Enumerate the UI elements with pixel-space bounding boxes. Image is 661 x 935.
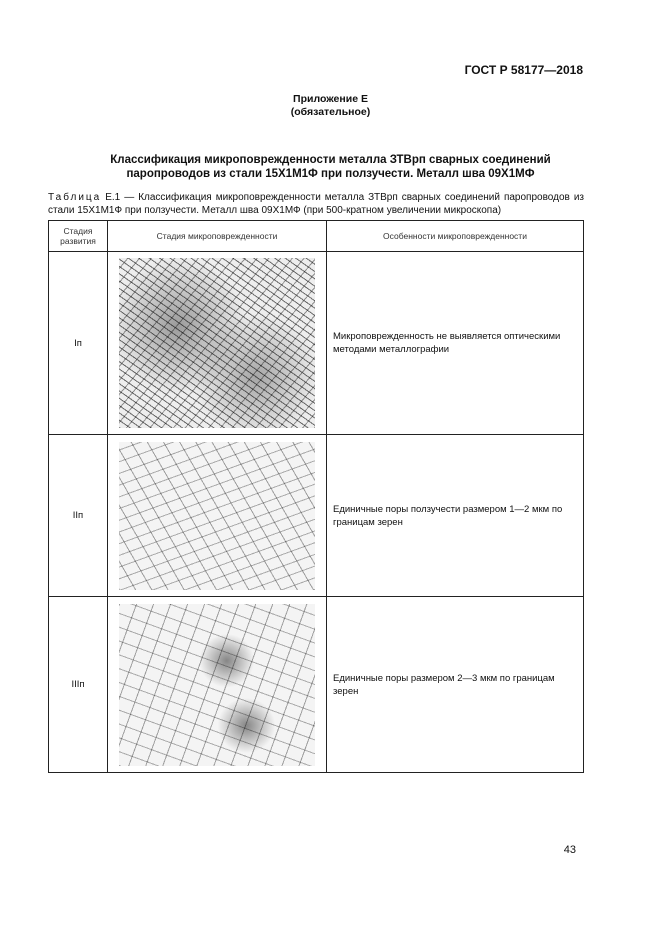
caption-label: Таблица bbox=[48, 192, 102, 203]
page-number: 43 bbox=[563, 844, 576, 856]
classification-table bbox=[48, 220, 584, 773]
table-row bbox=[49, 252, 584, 435]
table-row bbox=[49, 597, 584, 773]
table-header-row bbox=[49, 221, 584, 252]
description-cell: Микроповрежденность не выявляется оптическими методами металлографии bbox=[327, 252, 584, 435]
micrograph-image bbox=[119, 258, 315, 428]
annex-status: (обязательное) bbox=[290, 106, 371, 118]
caption-text: Е.1 — Классификация микроповрежденности металла ЗТВрп сварных соединений паропроводов из стали 15Х1М1Ф при ползучести. Металл шва 09Х1МФ (при 500-кратном увеличении микроскопа) bbox=[48, 192, 584, 216]
header-features: Особенности микроповрежденности bbox=[327, 221, 584, 252]
header-micrograph: Стадия микроповрежденности bbox=[108, 221, 327, 252]
annex-title: Приложение Е bbox=[293, 93, 368, 105]
micrograph-image bbox=[119, 604, 315, 766]
section-title bbox=[60, 153, 601, 181]
stage-cell: Iп bbox=[49, 252, 108, 435]
micrograph-cell bbox=[108, 435, 327, 597]
description-cell: Единичные поры размером 2—3 мкм по границам зерен bbox=[327, 597, 584, 773]
micrograph-cell bbox=[108, 597, 327, 773]
header-stage: Стадия развития bbox=[49, 221, 108, 252]
table-caption bbox=[48, 191, 584, 217]
stage-cell: IIIп bbox=[49, 597, 108, 773]
stage-cell: IIп bbox=[49, 435, 108, 597]
description-cell: Единичные поры ползучести размером 1—2 мкм по границам зерен bbox=[327, 435, 584, 597]
title-line-2: паропроводов из стали 15Х1М1Ф при ползучести. Металл шва 09Х1МФ bbox=[126, 168, 535, 180]
micrograph-image bbox=[119, 442, 315, 590]
standard-number: ГОСТ Р 58177—2018 bbox=[464, 63, 583, 77]
title-line-1: Классификация микроповрежденности металла ЗТВрп сварных соединений bbox=[110, 154, 551, 166]
table-row bbox=[49, 435, 584, 597]
micrograph-cell bbox=[108, 252, 327, 435]
annex-heading bbox=[0, 93, 661, 119]
